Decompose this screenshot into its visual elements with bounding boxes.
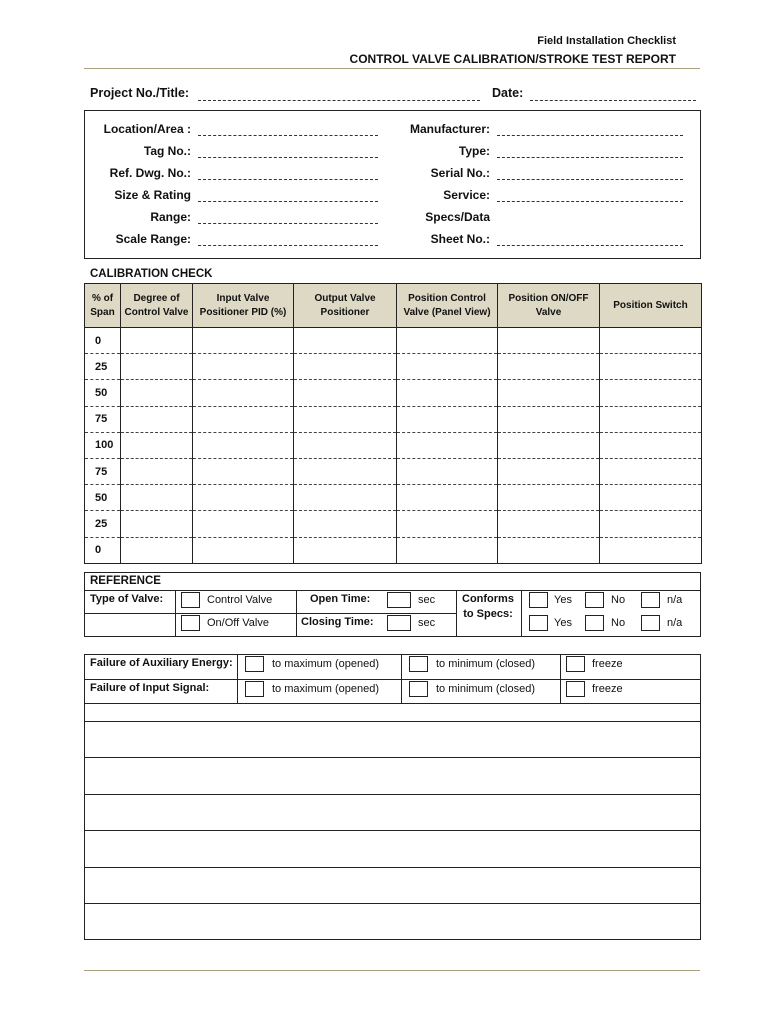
conforms-no-checkbox-1[interactable] [585, 592, 604, 608]
reference-vline-3 [456, 590, 457, 637]
header-rule [84, 68, 700, 69]
range-field[interactable] [198, 223, 378, 224]
calibration-cell[interactable] [397, 406, 498, 432]
onoff-valve-checkbox[interactable] [181, 615, 200, 631]
aux-energy-label: Failure of Auxiliary Energy: [90, 657, 233, 669]
open-time-unit: sec [418, 594, 436, 606]
calibration-header-row [85, 284, 702, 328]
calibration-row [85, 458, 702, 484]
notes-rule-5 [84, 867, 701, 868]
aux-freeze-checkbox[interactable] [566, 656, 585, 672]
col-position-switch: Position Switch [600, 284, 702, 328]
calibration-cell[interactable] [600, 328, 702, 354]
no-label-2: No [611, 617, 626, 629]
calibration-cell[interactable] [498, 485, 600, 511]
calibration-cell[interactable] [397, 537, 498, 563]
calibration-cell[interactable] [600, 432, 702, 458]
conforms-label-1: Conforms [462, 593, 514, 605]
calibration-cell[interactable] [498, 406, 600, 432]
date-field[interactable] [530, 100, 696, 101]
col-degree: Degree of Control Valve [121, 284, 193, 328]
calibration-cell[interactable] [193, 458, 294, 484]
calibration-cell[interactable] [294, 511, 397, 537]
conforms-yes-checkbox-1[interactable] [529, 592, 548, 608]
tag-label: Tag No.: [143, 144, 191, 158]
calibration-cell[interactable] [121, 328, 193, 354]
tag-field[interactable] [198, 157, 378, 158]
type-label: Type: [458, 144, 490, 158]
col-span: % of Span [85, 284, 121, 328]
calibration-row [85, 354, 702, 380]
span-value: 0 [85, 537, 121, 563]
reference-vline-4 [521, 590, 522, 637]
location-field[interactable] [198, 135, 378, 136]
calibration-cell[interactable] [294, 485, 397, 511]
calibration-row [85, 380, 702, 406]
calibration-cell[interactable] [600, 537, 702, 563]
serial-label: Serial No.: [430, 166, 490, 180]
calibration-cell[interactable] [397, 485, 498, 511]
reference-row-rule [84, 613, 456, 614]
open-time-label: Open Time: [310, 593, 371, 605]
open-time-input[interactable] [387, 592, 411, 608]
aux-min-checkbox[interactable] [409, 656, 428, 672]
calibration-cell[interactable] [193, 432, 294, 458]
calibration-cell[interactable] [600, 380, 702, 406]
calibration-cell[interactable] [121, 458, 193, 484]
failure-vline-1 [237, 654, 238, 703]
span-value: 25 [85, 354, 121, 380]
input-min-checkbox[interactable] [409, 681, 428, 697]
calibration-cell[interactable] [193, 537, 294, 563]
calibration-cell[interactable] [121, 432, 193, 458]
calibration-cell[interactable] [397, 354, 498, 380]
specs-label: Specs/Data [425, 210, 490, 224]
calibration-cell[interactable] [121, 380, 193, 406]
reference-title: REFERENCE [90, 575, 161, 587]
calibration-cell[interactable] [294, 432, 397, 458]
calibration-cell[interactable] [121, 537, 193, 563]
span-value: 0 [85, 328, 121, 354]
col-input-positioner: Input Valve Positioner PID (%) [193, 284, 294, 328]
calibration-cell[interactable] [294, 537, 397, 563]
project-field[interactable] [198, 100, 480, 101]
calibration-row [85, 511, 702, 537]
aux-max-label: to maximum (opened) [272, 658, 379, 670]
ref-dwg-label: Ref. Dwg. No.: [109, 166, 191, 180]
calibration-cell[interactable] [121, 354, 193, 380]
manufacturer-label: Manufacturer: [409, 122, 490, 136]
calibration-cell[interactable] [193, 406, 294, 432]
na-label-1: n/a [667, 594, 683, 606]
serial-field[interactable] [497, 179, 683, 180]
calibration-cell[interactable] [193, 328, 294, 354]
reference-vline-2 [296, 590, 297, 637]
scale-range-field[interactable] [198, 245, 378, 246]
calibration-row [85, 537, 702, 563]
conforms-na-checkbox-1[interactable] [641, 592, 660, 608]
calibration-cell[interactable] [397, 458, 498, 484]
checklist-subtitle: Field Installation Checklist [537, 35, 676, 47]
span-value: 50 [85, 485, 121, 511]
calibration-cell[interactable] [397, 380, 498, 406]
aux-freeze-label: freeze [592, 658, 623, 670]
calibration-cell[interactable] [498, 328, 600, 354]
reference-title-rule [84, 590, 701, 591]
span-value: 50 [85, 380, 121, 406]
manufacturer-field[interactable] [497, 135, 683, 136]
col-position-onoff: Position ON/OFF Valve [498, 284, 600, 328]
conforms-label-2: to Specs: [463, 608, 513, 620]
failure-rule-1 [84, 679, 701, 680]
calibration-cell[interactable] [397, 328, 498, 354]
input-max-label: to maximum (opened) [272, 683, 379, 695]
notes-rule-1 [84, 721, 701, 722]
project-label: Project No./Title: [90, 86, 190, 100]
no-label-1: No [611, 594, 626, 606]
calibration-cell[interactable] [498, 537, 600, 563]
yes-label-1: Yes [554, 594, 572, 606]
calibration-cell[interactable] [498, 458, 600, 484]
aux-min-label: to minimum (closed) [436, 658, 536, 670]
service-label: Service: [443, 188, 490, 202]
calibration-cell[interactable] [600, 511, 702, 537]
span-value: 75 [85, 458, 121, 484]
failure-vline-3 [560, 654, 561, 703]
sheet-field[interactable] [497, 245, 683, 246]
calibration-cell[interactable] [121, 485, 193, 511]
calibration-cell[interactable] [600, 354, 702, 380]
conforms-no-checkbox-2[interactable] [585, 615, 604, 631]
calibration-cell[interactable] [193, 485, 294, 511]
notes-rule-4 [84, 830, 701, 831]
aux-max-checkbox[interactable] [245, 656, 264, 672]
ref-dwg-field[interactable] [198, 179, 378, 180]
calibration-table [84, 283, 702, 564]
calibration-cell[interactable] [121, 406, 193, 432]
type-of-valve-label: Type of Valve: [90, 593, 164, 605]
calibration-cell[interactable] [294, 458, 397, 484]
footer-rule [84, 970, 700, 971]
scale-range-label: Scale Range: [115, 232, 191, 246]
calibration-cell[interactable] [294, 380, 397, 406]
closing-time-input[interactable] [387, 615, 411, 631]
calibration-cell[interactable] [193, 354, 294, 380]
input-min-label: to minimum (closed) [436, 683, 536, 695]
input-freeze-checkbox[interactable] [566, 681, 585, 697]
control-valve-checkbox[interactable] [181, 592, 200, 608]
closing-time-label: Closing Time: [301, 616, 374, 628]
span-value: 100 [85, 432, 121, 458]
calibration-cell[interactable] [397, 511, 498, 537]
conforms-yes-checkbox-2[interactable] [529, 615, 548, 631]
input-max-checkbox[interactable] [245, 681, 264, 697]
calibration-cell[interactable] [121, 511, 193, 537]
input-signal-label: Failure of Input Signal: [90, 682, 210, 694]
calibration-cell[interactable] [498, 511, 600, 537]
calibration-row [85, 328, 702, 354]
size-rating-field[interactable] [198, 201, 378, 202]
calibration-row [85, 406, 702, 432]
range-label: Range: [150, 210, 191, 224]
calibration-cell[interactable] [498, 380, 600, 406]
sheet-label: Sheet No.: [430, 232, 490, 246]
calibration-cell[interactable] [397, 432, 498, 458]
failure-box [84, 654, 701, 940]
date-label: Date: [492, 86, 524, 100]
calibration-cell[interactable] [600, 458, 702, 484]
conforms-na-checkbox-2[interactable] [641, 615, 660, 631]
na-label-2: n/a [667, 617, 683, 629]
calibration-cell[interactable] [498, 354, 600, 380]
col-output-positioner: Output Valve Positioner [294, 284, 397, 328]
onoff-valve-option: On/Off Valve [207, 617, 269, 629]
calibration-title: CALIBRATION CHECK [90, 268, 213, 280]
notes-rule-3 [84, 794, 701, 795]
calibration-cell[interactable] [294, 328, 397, 354]
calibration-cell[interactable] [600, 406, 702, 432]
col-position-control: Position Control Valve (Panel View) [397, 284, 498, 328]
calibration-cell[interactable] [294, 354, 397, 380]
calibration-cell[interactable] [193, 511, 294, 537]
notes-rule-2 [84, 757, 701, 758]
location-label: Location/Area : [103, 122, 191, 136]
size-rating-label: Size & Rating [114, 188, 191, 202]
service-field[interactable] [497, 201, 683, 202]
type-field[interactable] [497, 157, 683, 158]
span-value: 75 [85, 406, 121, 432]
yes-label-2: Yes [554, 617, 572, 629]
failure-vline-2 [401, 654, 402, 703]
input-freeze-label: freeze [592, 683, 623, 695]
calibration-cell[interactable] [498, 432, 600, 458]
calibration-row [85, 485, 702, 511]
notes-rule-6 [84, 903, 701, 904]
calibration-cell[interactable] [600, 485, 702, 511]
reference-vline-1 [175, 590, 176, 637]
calibration-cell[interactable] [193, 380, 294, 406]
calibration-cell[interactable] [294, 406, 397, 432]
report-title: CONTROL VALVE CALIBRATION/STROKE TEST REPORT [349, 52, 676, 66]
span-value: 25 [85, 511, 121, 537]
closing-time-unit: sec [418, 617, 436, 629]
failure-rule-2 [84, 703, 701, 704]
calibration-row [85, 432, 702, 458]
control-valve-option: Control Valve [207, 594, 273, 606]
